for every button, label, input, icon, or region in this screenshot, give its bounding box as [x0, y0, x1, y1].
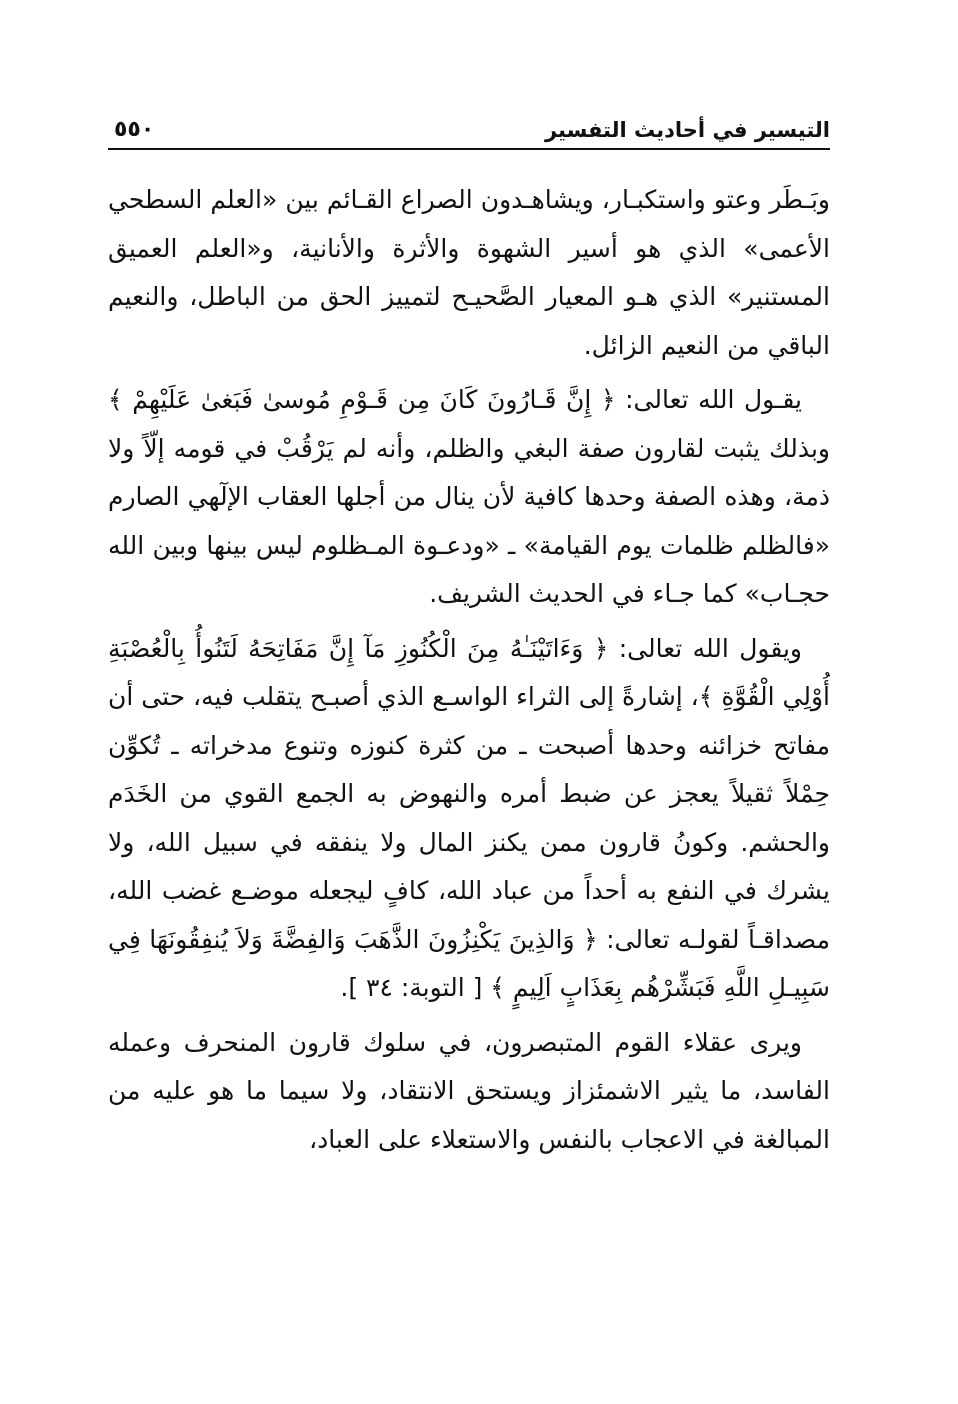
paragraph-wise-people: ويرى عقلاء القوم المتبصرون، في سلوك قارون المنحرف وعمله الفاسد، ما يثير الاشمئزاز ويستحق الانتقاد، ولا سيما ما هو عليه من المبالغة في الاعجاب بالنفس والاستعلاء على العباد، [108, 1027, 830, 1154]
paragraph-qarun-injustice: يقـول الله تعالى: ﴿ إِنَّ قَـارُونَ كَانَ مِن قَـوْمِ مُوسىٰ فَبَغىٰ عَلَيْهِمْ ﴾ وبذلك يثبت لقارون صفة البغي والظلم، وأنه لم يَرْقُبْ في قومه إلّاً ولا ذمة، وهذه الصفة وحدها كافية لأن ينال من أجلها العقاب الإلٓهي الصارم «فالظلم ظلمات يوم القيامة» ـ «ودعـوة المـظلوم ليس بينها وبين الله حجـاب» كما جـاء في الحديث الشريف. [108, 385, 830, 608]
page-number: ٥٥٠ [114, 117, 155, 142]
text-body [108, 176, 830, 1170]
paragraph-qarun-treasures: ويقول الله تعالى: ﴿ وَءَاتَيْنَـٰهُ مِنَ الْكُنُوزِ مَآ إِنَّ مَفَاتِحَهُ لَتَنُوأُ بِالْعُصْبَةِ أُوْلِي الْقُوَّةِ ﴾، إشارةً إلى الثراء الواسـع الذي أصبـح يتقلب فيه، حتى أن مفاتح خزائنه وحدها أصبحت ـ من كثرة كنوزه وتنوع مدخراته ـ تُكوِّن حِمْلاً ثقيلاً يعجز عن ضبط أمره والنهوض به الجمع القوي من الخَدَم والحشم. وكونُ قارون ممن يكنز المال ولا ينفقه في سبيل الله، ولا يشرك في النفع به أحداً من عباد الله، كافٍ ليجعله موضـع غضب الله، مصداقـاً لقولـه تعالى: ﴿ وَالذِينَ يَكْنِزُونَ الذَّهَبَ وَالفِضَّةَ وَلاَ يُنفِقُونَهَا فِي سَبِيـلِ اللَّهِ فَبَشِّرْهُم بِعَذَابٍ اَلِيمٍ ﴾ [ التوبة: ٣٤ ]. [108, 633, 830, 1002]
book-title: التيسير في أحاديث التفسير [544, 118, 830, 142]
paragraph-continuation: وبَـطَر وعتو واستكبـار، ويشاهـدون الصراع القـائم بين «العلم السطحي الأعمى» الذي هو أسير الشهوة والأثرة والأنانية، و«العلم العميق المستنير» الذي هـو المعيار الصَّحيـح لتمييز الحق من الباطل، والنعيم الباقي من النعيم الزائل. [108, 185, 830, 360]
running-header [108, 108, 830, 150]
